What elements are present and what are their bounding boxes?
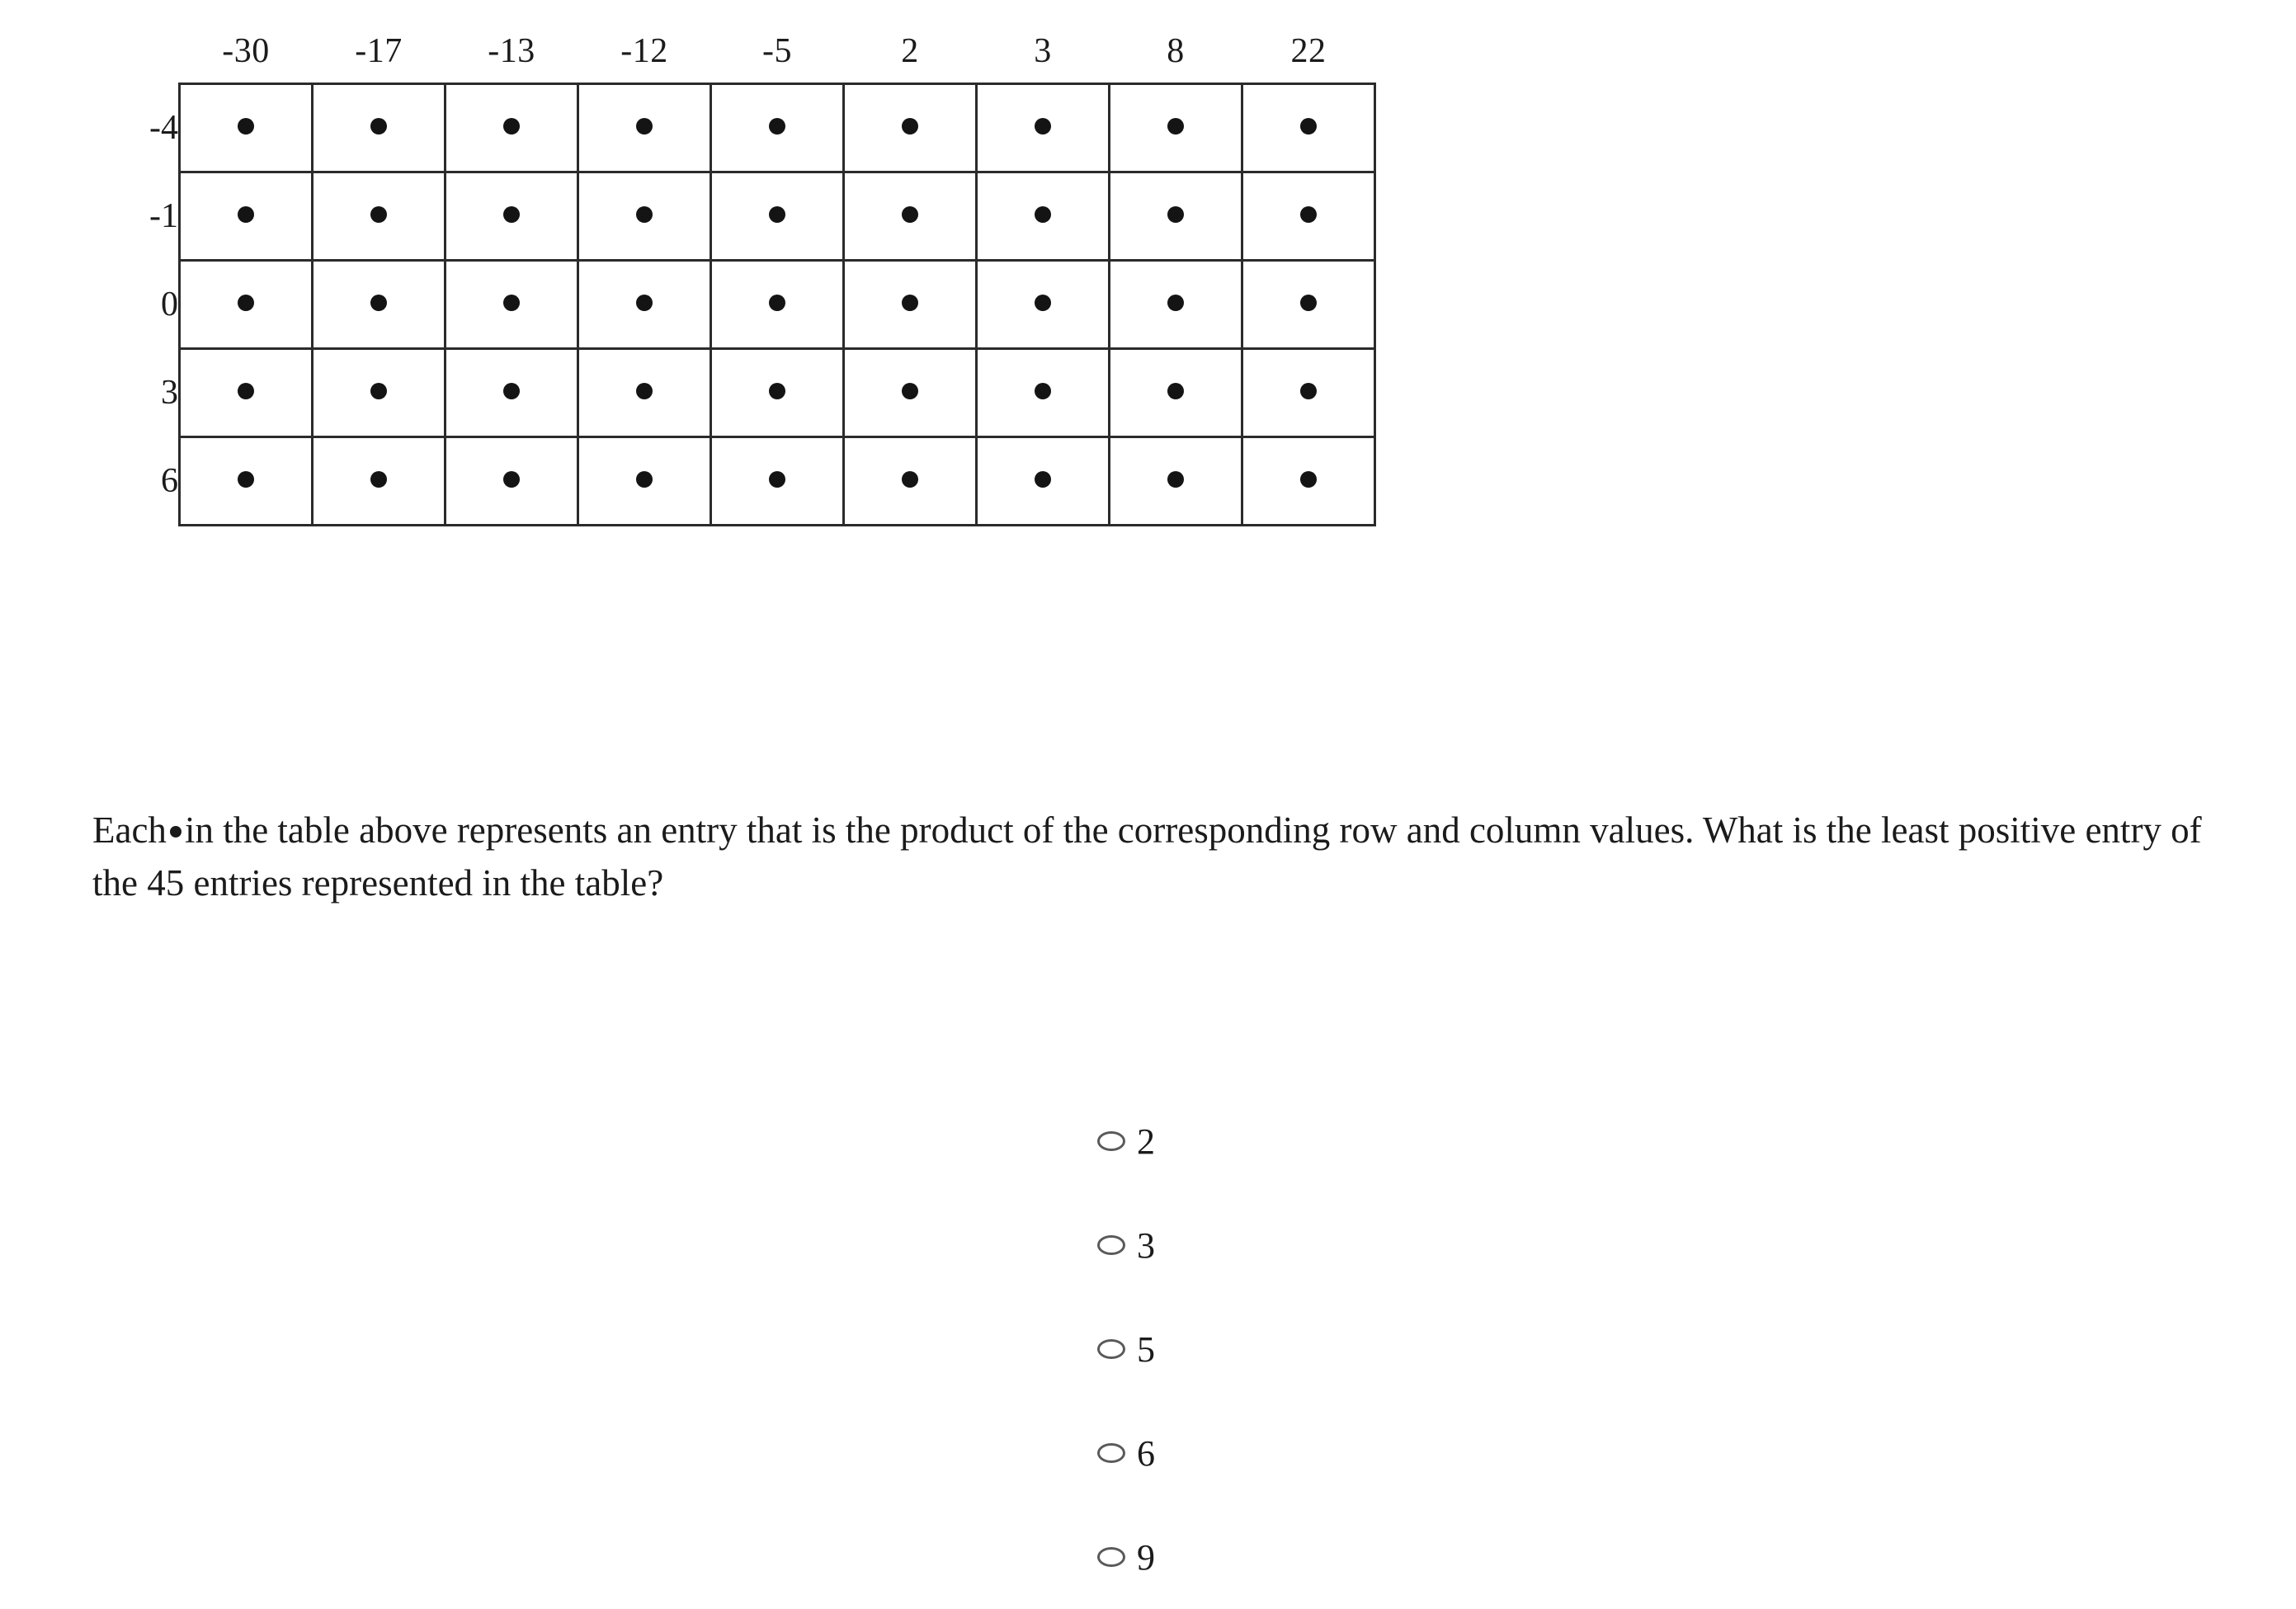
- entry-dot-icon: [902, 383, 918, 399]
- cell-r0-c4: [711, 84, 844, 172]
- entry-dot-icon: [1035, 383, 1051, 399]
- row-header-3: 3: [161, 374, 178, 412]
- cell-r4-c2: [446, 437, 578, 526]
- table-corner-cell: [97, 20, 180, 84]
- entry-dot-icon: [370, 383, 387, 399]
- entry-dot-icon: [370, 295, 387, 311]
- cell-r2-c3: [578, 261, 711, 349]
- cell-r4-c6: [977, 437, 1110, 526]
- table-row: [97, 172, 1375, 261]
- entry-dot-icon: [503, 383, 520, 399]
- entry-dot-icon: [170, 826, 182, 838]
- answer-choice-label: 6: [1137, 1432, 1155, 1474]
- cell-r1-c7: [1110, 172, 1242, 261]
- entry-dot-icon: [503, 471, 520, 488]
- cell-r2-c7: [1110, 261, 1242, 349]
- cell-r3-c4: [711, 349, 844, 437]
- entry-dot-icon: [1167, 471, 1184, 488]
- entry-dot-icon: [636, 383, 653, 399]
- cell-r1-c2: [446, 172, 578, 261]
- entry-dot-icon: [370, 471, 387, 488]
- entry-dot-icon: [1300, 295, 1317, 311]
- question-prompt: [92, 804, 2221, 910]
- column-header-0: -30: [222, 32, 270, 70]
- entry-dot-icon: [1035, 206, 1051, 223]
- cell-r1-c0: [180, 172, 313, 261]
- entry-dot-icon: [636, 118, 653, 134]
- cell-r3-c3: [578, 349, 711, 437]
- table-row: [97, 349, 1375, 437]
- cell-r4-c3: [578, 437, 711, 526]
- entry-dot-icon: [769, 471, 785, 488]
- column-header-6: 3: [1034, 32, 1052, 70]
- entry-dot-icon: [503, 118, 520, 134]
- radio-button-icon[interactable]: [1097, 1131, 1125, 1151]
- cell-r4-c7: [1110, 437, 1242, 526]
- entry-dot-icon: [1300, 118, 1317, 134]
- answer-choice-1[interactable]: [1097, 1193, 1427, 1297]
- entry-dot-icon: [1300, 383, 1317, 399]
- cell-r3-c7: [1110, 349, 1242, 437]
- row-header-0: -4: [149, 109, 178, 147]
- entry-dot-icon: [902, 206, 918, 223]
- cell-r2-c0: [180, 261, 313, 349]
- cell-r1-c1: [313, 172, 446, 261]
- cell-r3-c1: [313, 349, 446, 437]
- column-header-8: 22: [1290, 32, 1327, 70]
- entry-dot-icon: [769, 118, 785, 134]
- answer-choice-4[interactable]: [1097, 1505, 1427, 1609]
- cell-r0-c8: [1242, 84, 1375, 172]
- entry-dot-icon: [636, 295, 653, 311]
- question-text-after: in the table above represents an entry that is the product of the corresponding row and column values. What is the least positive entry of the 45 entries represented in the table?: [92, 809, 2202, 904]
- radio-button-icon[interactable]: [1097, 1443, 1125, 1463]
- multiplication-table-figure: [97, 20, 1376, 526]
- entry-dot-icon: [902, 471, 918, 488]
- entry-dot-icon: [769, 295, 785, 311]
- cell-r3-c2: [446, 349, 578, 437]
- answer-choice-0[interactable]: [1097, 1089, 1427, 1193]
- cell-r0-c7: [1110, 84, 1242, 172]
- cell-r0-c0: [180, 84, 313, 172]
- entry-dot-icon: [370, 206, 387, 223]
- table-grid: [97, 20, 1376, 526]
- entry-dot-icon: [1167, 118, 1184, 134]
- table-row: [97, 84, 1375, 172]
- answer-choice-label: 9: [1137, 1536, 1155, 1578]
- entry-dot-icon: [1167, 383, 1184, 399]
- cell-r0-c1: [313, 84, 446, 172]
- column-header-3: -12: [620, 32, 668, 70]
- entry-dot-icon: [503, 295, 520, 311]
- entry-dot-icon: [769, 383, 785, 399]
- table-header-row: [97, 20, 1375, 84]
- entry-dot-icon: [238, 383, 254, 399]
- column-header-4: -5: [762, 32, 792, 70]
- cell-r2-c4: [711, 261, 844, 349]
- answer-choice-3[interactable]: [1097, 1401, 1427, 1505]
- cell-r4-c1: [313, 437, 446, 526]
- cell-r2-c6: [977, 261, 1110, 349]
- cell-r2-c5: [844, 261, 977, 349]
- entry-dot-icon: [902, 295, 918, 311]
- cell-r3-c0: [180, 349, 313, 437]
- row-header-1: -1: [149, 197, 178, 235]
- cell-r0-c2: [446, 84, 578, 172]
- cell-r1-c8: [1242, 172, 1375, 261]
- cell-r2-c8: [1242, 261, 1375, 349]
- column-header-2: -13: [488, 32, 535, 70]
- cell-r2-c2: [446, 261, 578, 349]
- entry-dot-icon: [1300, 206, 1317, 223]
- entry-dot-icon: [1035, 118, 1051, 134]
- column-header-5: 2: [901, 32, 919, 70]
- cell-r2-c1: [313, 261, 446, 349]
- entry-dot-icon: [503, 206, 520, 223]
- cell-r3-c5: [844, 349, 977, 437]
- column-header-1: -17: [355, 32, 403, 70]
- cell-r4-c4: [711, 437, 844, 526]
- answer-choice-list: [1097, 1089, 1427, 1609]
- entry-dot-icon: [370, 118, 387, 134]
- entry-dot-icon: [636, 471, 653, 488]
- entry-dot-icon: [238, 206, 254, 223]
- answer-choice-label: 2: [1137, 1121, 1155, 1162]
- table-row: [97, 437, 1375, 526]
- radio-button-icon[interactable]: [1097, 1339, 1125, 1359]
- entry-dot-icon: [1035, 471, 1051, 488]
- entry-dot-icon: [238, 118, 254, 134]
- cell-r3-c8: [1242, 349, 1375, 437]
- entry-dot-icon: [1035, 295, 1051, 311]
- entry-dot-icon: [1167, 206, 1184, 223]
- row-header-2: 0: [161, 285, 178, 323]
- cell-r1-c6: [977, 172, 1110, 261]
- entry-dot-icon: [1167, 295, 1184, 311]
- cell-r1-c4: [711, 172, 844, 261]
- cell-r4-c5: [844, 437, 977, 526]
- cell-r1-c5: [844, 172, 977, 261]
- cell-r1-c3: [578, 172, 711, 261]
- cell-r0-c3: [578, 84, 711, 172]
- cell-r4-c8: [1242, 437, 1375, 526]
- cell-r3-c6: [977, 349, 1110, 437]
- answer-choice-2[interactable]: [1097, 1297, 1427, 1401]
- answer-choice-label: 3: [1137, 1224, 1155, 1266]
- answer-choice-label: 5: [1137, 1328, 1155, 1370]
- entry-dot-icon: [238, 295, 254, 311]
- cell-r4-c0: [180, 437, 313, 526]
- cell-r0-c5: [844, 84, 977, 172]
- entry-dot-icon: [636, 206, 653, 223]
- cell-r0-c6: [977, 84, 1110, 172]
- row-header-4: 6: [161, 462, 178, 500]
- question-text-before: Each: [92, 809, 167, 851]
- entry-dot-icon: [769, 206, 785, 223]
- entry-dot-icon: [1300, 471, 1317, 488]
- entry-dot-icon: [238, 471, 254, 488]
- column-header-7: 8: [1167, 32, 1185, 70]
- radio-button-icon[interactable]: [1097, 1547, 1125, 1567]
- radio-button-icon[interactable]: [1097, 1235, 1125, 1255]
- entry-dot-icon: [902, 118, 918, 134]
- table-row: [97, 261, 1375, 349]
